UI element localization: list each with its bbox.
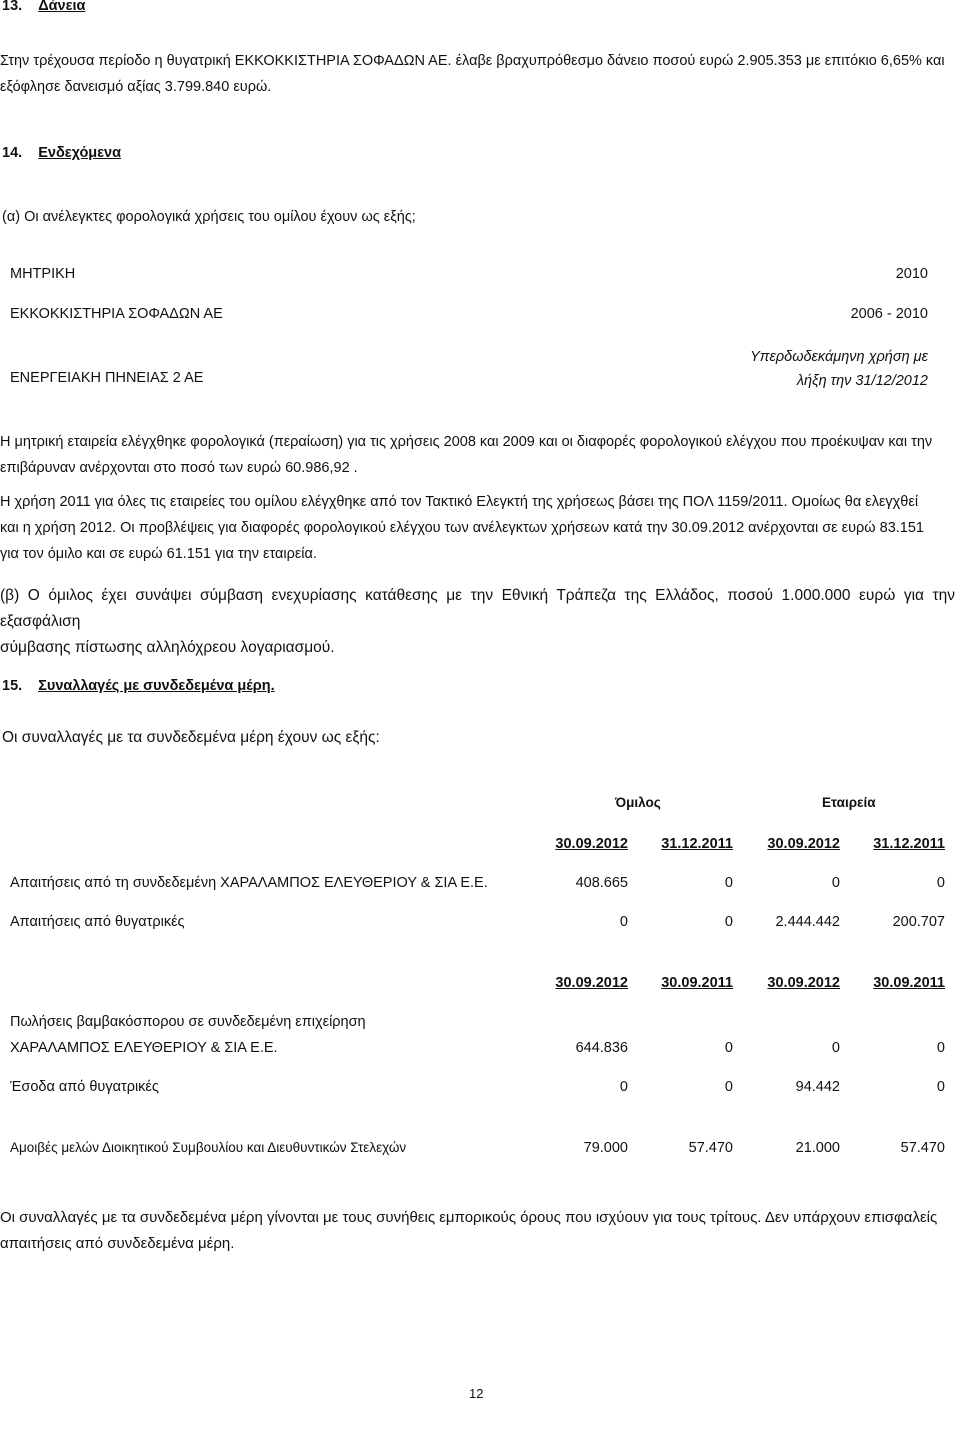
table-cell: 79.000 [583,1140,628,1156]
table-cell: 0 [831,1040,840,1056]
board-fees-label: Αμοιβές μελών Διοικητικού Συμβουλίου και Διευθυντικών Στελεχών [10,1140,407,1155]
section-15-title: Συναλλαγές με συνδεδεμένα μέρη. [38,678,275,694]
years-pineias [750,345,928,393]
group-header-etaireia: Εταιρεία [822,795,876,810]
table-cell: 0 [619,914,628,930]
receivables-related-label: Απαιτήσεις από τη συνδεδεμένη ΧΑΡΑΛΑΜΠΟΣ ΕΛΕΥΘΕΡΙΟΥ & ΣΙΑ Ε.Ε. [10,875,488,891]
closing-paragraph [0,1205,955,1257]
date-header: 30.09.2011 [873,975,945,991]
date-header: 31.12.2011 [661,836,733,852]
group-header-omilos: Όμιλος [615,795,661,810]
paragraph-line: επιβάρυναν ανέρχονται στο ποσό των ευρώ 60.986,92 . [0,460,358,476]
paragraph-line: Η μητρική εταιρεία ελέγχθηκε φορολογικά (περαίωση) για τις χρήσεις 2008 και 2009 και οι διαφορές φορολογικού ελέγχου που προέκυψαν και την [0,434,933,450]
sales-label-line2: ΧΑΡΑΛΑΜΠΟΣ ΕΛΕΥΘΕΡΙΟΥ & ΣΙΑ Ε.Ε. [10,1040,278,1056]
paragraph-line: για τον όμιλο και σε ευρώ 61.151 για την εταιρεία. [0,546,317,562]
table-cell: 408.665 [575,875,628,891]
table-cell: 57.470 [688,1140,733,1156]
table-cell: 0 [831,875,840,891]
table-cell: 0 [724,1079,733,1095]
table-cell: 644.836 [575,1040,628,1056]
table-cell: 0 [724,875,733,891]
income-subsidiaries-label: Έσοδα από θυγατρικές [10,1079,159,1095]
unaudited-years-intro: (α) Οι ανέλεγκτες φορολογικά χρήσεις του ομίλου έχουν ως εξής; [2,209,416,225]
table-cell: 0 [724,914,733,930]
years-pineias-line: Υπερδωδεκάμηνη χρήση με [750,349,928,365]
entity-parent: ΜΗΤΡΙΚΗ [10,266,76,282]
table-cell: 2.444.442 [775,914,840,930]
paragraph-line: (β) Ο όμιλος έχει συνάψει σύμβαση ενεχυρίασης κατάθεσης με την Εθνική Τράπεζα της Ελλάδος, ποσού 1.000.000 ευρώ για την εξασφάλιση [0,587,955,630]
date-header: 30.09.2012 [767,836,840,852]
table-cell: 0 [936,875,945,891]
table-cell: 0 [724,1040,733,1056]
years-sofades: 2006 - 2010 [850,306,928,322]
section-13-title: Δάνεια [38,0,86,14]
date-header: 30.09.2012 [767,975,840,991]
section-15-heading [2,678,275,694]
paragraph-line: απαιτήσεις από συνδεδεμένα μέρη. [0,1235,235,1252]
table-cell: 57.470 [900,1140,945,1156]
section-14-number: 14. [2,145,23,161]
entity-pineias: ΕΝΕΡΓΕΙΑΚΗ ΠΗΝΕΙΑΣ 2 ΑΕ [10,370,204,386]
pledge-paragraph [0,583,955,661]
paragraph-line: Στην τρέχουσα περίοδο η θυγατρική ΕΚΚΟΚΚΙΣΤΗΡΙΑ ΣΟΦΑΔΩΝ ΑΕ. έλαβε βραχυπρόθεσμο δάνειο ποσού ευρώ 2.905.353 με επιτόκιο 6,65% και [0,53,945,69]
date-header: 31.12.2011 [873,836,945,852]
table-cell: 200.707 [892,914,945,930]
section-14-heading [2,145,121,161]
section-14-title: Ενδεχόμενα [38,145,122,161]
table-cell: 21.000 [795,1140,840,1156]
table-cell: 0 [619,1079,628,1095]
date-header: 30.09.2012 [555,836,628,852]
receivables-subsidiaries-label: Απαιτήσεις από θυγατρικές [10,914,185,930]
paragraph-line: Η χρήση 2011 για όλες τις εταιρείες του ομίλου ελέγχθηκε από τον Τακτικό Ελεγκτή της χρήσεως βάσει της ΠΟΛ 1159/2011. Ομοίως θα ελεγχθεί [0,494,919,510]
paragraph-line: και η χρήση 2012. Οι προβλέψεις για διαφορές φορολογικού ελέγχου των ανέλεγκτων χρήσεων κατά την 30.09.2012 ανέρχονται σε ευρώ 83.151 [0,520,924,536]
table-cell: 0 [936,1040,945,1056]
tax-provisions-paragraph [0,489,955,567]
paragraph-line: σύμβασης πίστωσης αλληλόχρεου λογαριασμού. [0,639,335,656]
section-13-paragraph [0,48,955,100]
date-header: 30.09.2012 [555,975,628,991]
years-parent: 2010 [895,266,928,282]
related-parties-intro: Οι συναλλαγές με τα συνδεδεμένα μέρη έχουν ως εξής: [2,729,380,746]
tax-audit-paragraph [0,429,955,481]
table-cell: 94.442 [795,1079,840,1095]
section-13-number: 13. [2,0,23,14]
table-cell: 0 [936,1079,945,1095]
page-number: 12 [469,1386,484,1401]
sales-label-line1: Πωλήσεις βαμβακόσπορου σε συνδεδεμένη επιχείρηση [10,1014,366,1030]
date-header: 30.09.2011 [661,975,733,991]
section-15-number: 15. [2,678,23,694]
years-pineias-line: λήξη την 31/12/2012 [796,373,928,389]
paragraph-line: εξόφλησε δανεισμό αξίας 3.799.840 ευρώ. [0,79,272,95]
entity-sofades: ΕΚΚΟΚΚΙΣΤΗΡΙΑ ΣΟΦΑΔΩΝ ΑΕ [10,306,223,322]
paragraph-line: Οι συναλλαγές με τα συνδεδεμένα μέρη γίνονται με τους συνήθεις εμπορικούς όρους που ισχύουν για τους τρίτους. Δεν υπάρχουν επισφαλείς [0,1209,938,1226]
section-13-heading [2,0,85,14]
